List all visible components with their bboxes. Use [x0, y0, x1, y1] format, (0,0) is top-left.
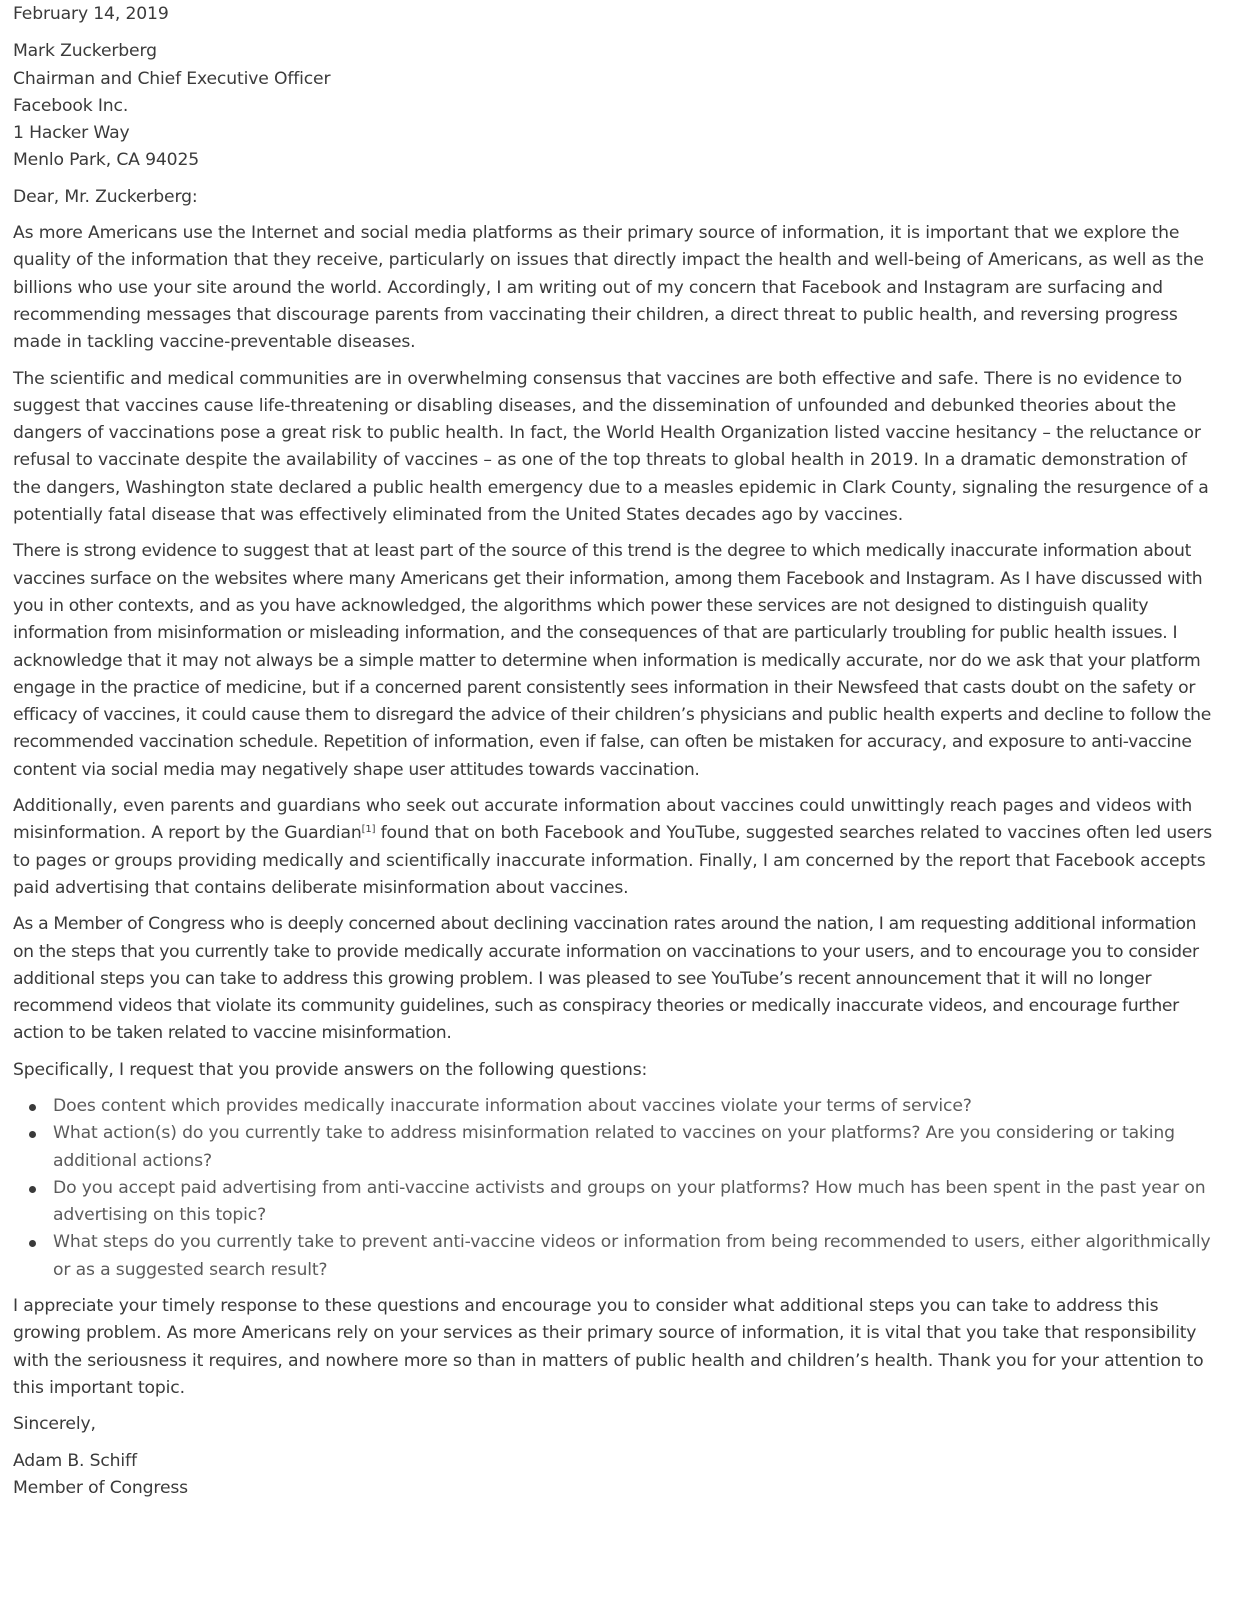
signer-title: Member of Congress — [13, 1477, 188, 1498]
question-text: What steps do you currently take to prevent anti-vaccine videos or information from being recommended to users, either algorithmically or as a suggested search result? — [53, 1232, 1211, 1280]
questions-list — [13, 1093, 1213, 1284]
recipient-company: Facebook Inc. — [13, 95, 129, 116]
bullet-icon — [29, 1240, 36, 1247]
bullet-icon — [29, 1104, 36, 1111]
paragraph-intro: As more Americans use the Internet and social media platforms as their primary source of information, it is important that we explore the quality of the information that they receive, particularly on issues that directly impact the health and well-being of Americans, as well as the billions who use your site around the world. Accordingly, I am writing out of my concern that Facebook and Instagram are surfacing and recommending messages that discourage parents from vaccinating their children, a direct threat to public health, and reversing progress made in tackling vaccine-preventable diseases. — [13, 223, 1204, 353]
paragraph-guardian-text-after: found that on both Facebook and YouTube, suggested searches related to vaccines often led users to pages or groups providing medically and scientifically inaccurate information. Finally, I am concerned by the report that Facebook accepts paid advertising that contains deliberate misinformation about vaccines. — [13, 823, 1213, 898]
recipient-title: Chairman and Chief Executive Officer — [13, 68, 331, 89]
question-text: Do you accept paid advertising from anti-vaccine activists and groups on your platforms? How much has been spent in the past year on advertising on this topic? — [53, 1177, 1206, 1226]
recipient-name: Mark Zuckerberg — [13, 41, 157, 62]
letter-page — [13, 0, 1213, 1502]
signature-block — [13, 1448, 1213, 1503]
list-item — [13, 1229, 1213, 1284]
list-item — [13, 1093, 1213, 1120]
paragraph-request: As a Member of Congress who is deeply concerned about declining vaccination rates around the nation, I am requesting additional information on the steps that you currently take to provide medically accurate information on vaccinations to your users, and to encourage you to consider additional steps you can take to address this growing problem. I was pleased to see YouTube’s recent announcement that it will no longer recommend videos that violate its community guidelines, such as conspiracy theories or medically inaccurate videos, and encourage further action to be taken related to vaccine misinformation. — [13, 914, 1199, 1044]
recipient-street: 1 Hacker Way — [13, 123, 130, 144]
signer-name: Adam B. Schiff — [13, 1450, 137, 1471]
paragraph-guardian-report — [13, 793, 1213, 902]
closing: Sincerely, — [13, 1414, 96, 1435]
footnote-marker: [1] — [361, 824, 376, 836]
paragraph-scientific-consensus: The scientific and medical communities are in overwhelming consensus that vaccines are both effective and safe. There is no evidence to suggest that vaccines cause life-threatening or disabling diseases, and the dissemination of unfounded and debunked theories about the dangers of vaccinations pose a great risk to public health. In fact, the World Health Organization listed vaccine hesitancy – the reluctance or refusal to vaccinate despite the availability of vaccines – as one of the top threats to global health in 2019. In a dramatic demonstration of the dangers, Washington state declared a public health emergency due to a measles epidemic in Clark County, signaling the resurgence of a potentially fatal disease that was effectively eliminated from the United States decades ago by vaccines. — [13, 368, 1209, 526]
paragraph-guardian-text-before: Additionally, even parents and guardians who seek out accurate information about vaccines could unwittingly reach pages and videos with misinformation. A report by the Guardian — [13, 796, 1193, 844]
letter-date: February 14, 2019 — [13, 4, 169, 24]
question-text: Does content which provides medically inaccurate information about vaccines violate your terms of service? — [53, 1095, 972, 1116]
salutation: Dear, Mr. Zuckerberg: — [13, 186, 198, 207]
list-item — [13, 1120, 1213, 1175]
recipient-address — [13, 38, 1213, 174]
question-text: What action(s) do you currently take to address misinformation related to vaccines on your platforms? Are you considering or taking additional actions? — [53, 1123, 1175, 1171]
bullet-icon — [29, 1131, 36, 1138]
bullet-icon — [29, 1186, 36, 1193]
recipient-city: Menlo Park, CA 94025 — [13, 150, 200, 171]
paragraph-questions-intro: Specifically, I request that you provide answers on the following questions: — [13, 1059, 648, 1080]
paragraph-closing: I appreciate your timely response to these questions and encourage you to consider what additional steps you can take to address this growing problem. As more Americans rely on your services as their primary source of information, it is vital that you take that responsibility with the seriousness it requires, and nowhere more so than in matters of public health and children’s health. Thank you for your attention to this important topic. — [13, 1296, 1204, 1398]
paragraph-evidence: There is strong evidence to suggest that at least part of the source of this trend is the degree to which medically inaccurate information about vaccines surface on the websites where many Americans get their information, among them Facebook and Instagram. As I have discussed with you in other contexts, and as you have acknowledged, the algorithms which power these services are not designed to distinguish quality information from misinformation or misleading information, and the consequences of that are particularly troubling for public health issues. I acknowledge that it may not always be a simple matter to determine when information is medically accurate, nor do we ask that your platform engage in the practice of medicine, but if a concerned parent consistently sees information in their Newsfeed that casts doubt on the safety or efficacy of vaccines, it could cause them to disregard the advice of their children’s physicians and public health experts and decline to follow the recommended vaccination schedule. Repetition of information, even if false, can often be mistaken for accuracy, and exposure to anti-vaccine content via social media may negatively shape user attitudes towards vaccination. — [13, 541, 1211, 780]
list-item — [13, 1175, 1213, 1230]
